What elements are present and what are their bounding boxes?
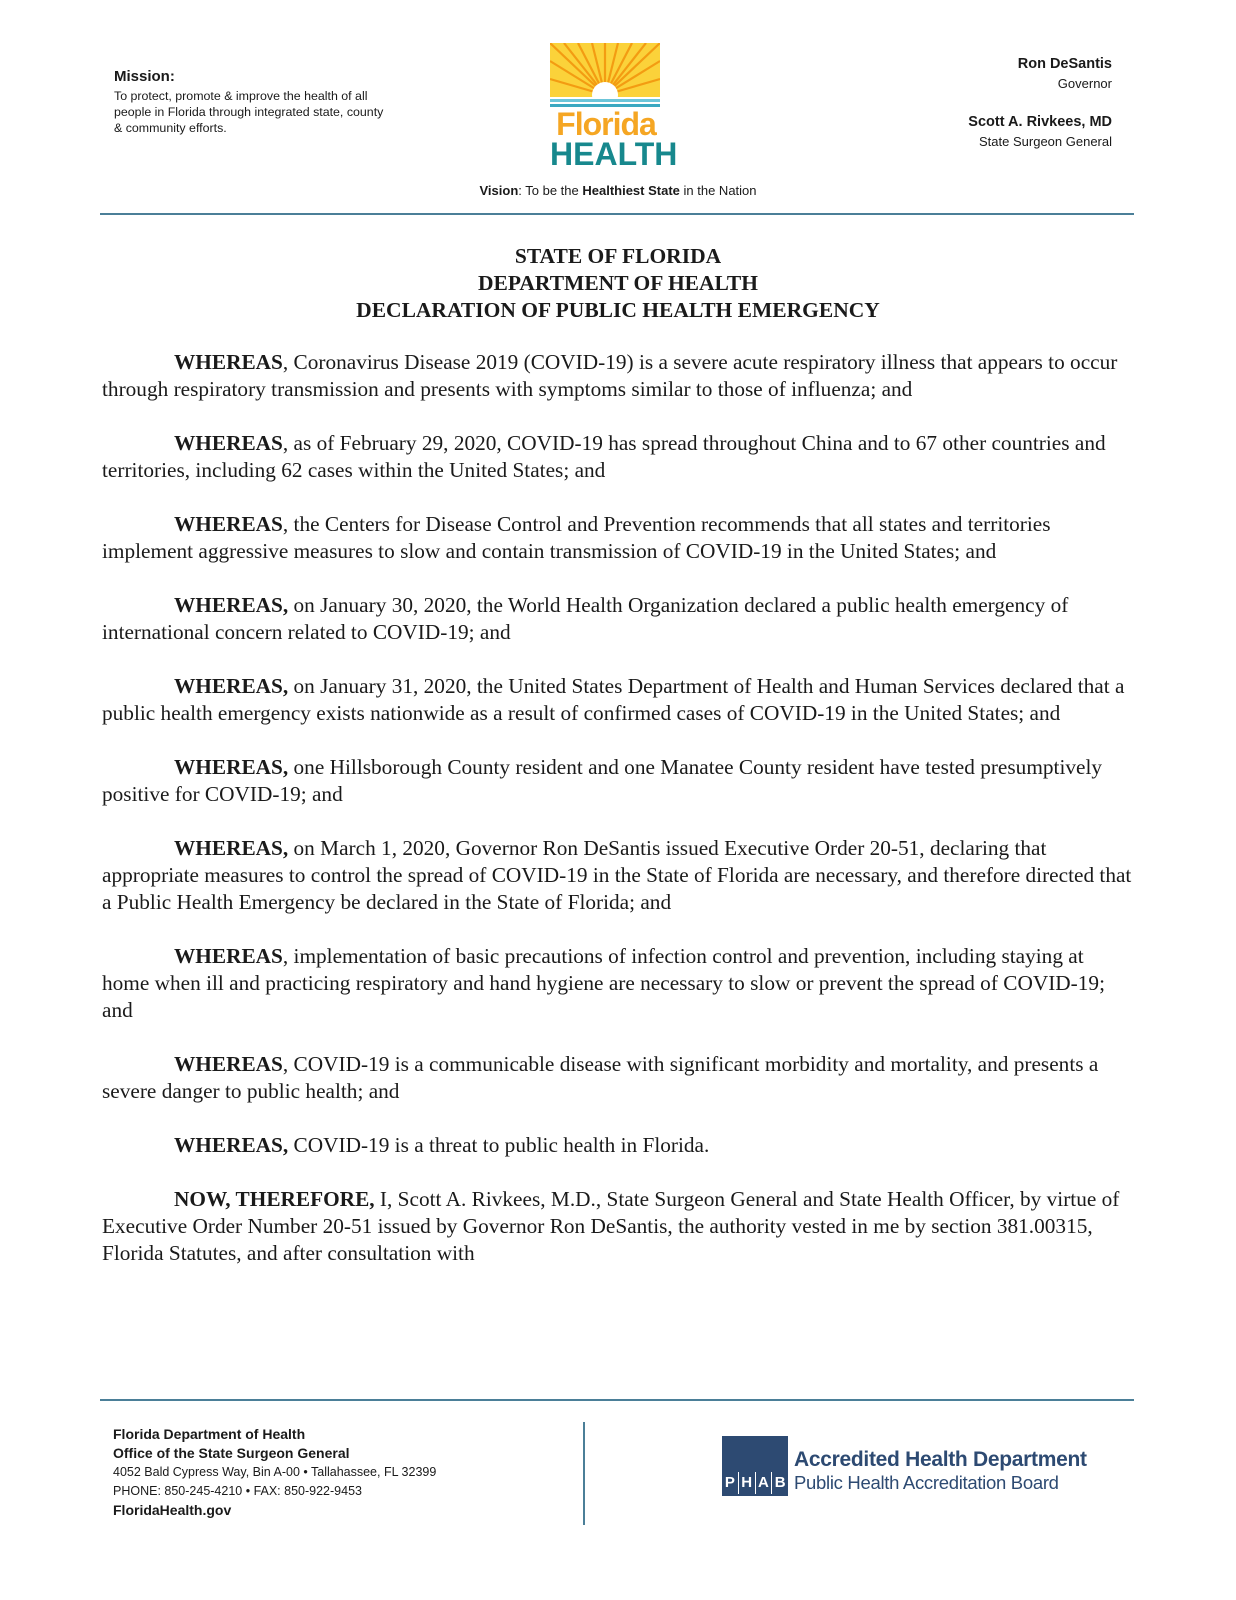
- paragraph-lead: WHEREAS,: [174, 836, 289, 860]
- title-line-2: DEPARTMENT OF HEALTH: [478, 271, 758, 295]
- governor-title: Governor: [1057, 76, 1112, 91]
- paragraph-text: on March 1, 2020, Governor Ron DeSantis issued Executive Order 20-51, declaring that appropriate measures to control the spread of COVID-19 in the State of Florida are necessary, and therefore directed that a Public Health Emergency be declared in the State of Florida; and: [102, 836, 1132, 914]
- sun-icon: [550, 43, 660, 111]
- paragraph-text: , the Centers for Disease Control and Prevention recommends that all states and territories implement aggressive measures to slow and contain transmission of COVID-19 in the United States; and: [102, 512, 1051, 563]
- paragraph-lead: WHEREAS,: [174, 593, 289, 617]
- paragraph: [102, 673, 1132, 727]
- paragraph: [102, 1132, 1132, 1159]
- paragraph-lead: WHEREAS,: [174, 674, 289, 698]
- paragraph-lead: NOW, THEREFORE,: [174, 1187, 375, 1211]
- document-title: [0, 243, 1236, 324]
- paragraph: [102, 430, 1132, 484]
- header-divider: [100, 213, 1134, 215]
- paragraph: [102, 943, 1132, 1024]
- surgeon-general-name: Scott A. Rivkees, MD: [968, 114, 1112, 130]
- phab-line-2: Public Health Accreditation Board: [794, 1472, 1059, 1493]
- paragraph-text: , implementation of basic precautions of infection control and prevention, including staying at home when ill and practicing respiratory and hand hygiene are necessary to slow or prevent the spread of COVID-19; and: [102, 944, 1105, 1022]
- paragraph: [102, 349, 1132, 403]
- phab-letters: [722, 1472, 788, 1494]
- paragraph-text: I, Scott A. Rivkees, M.D., State Surgeon General and State Health Officer, by virtue of Executive Order Number 20-51 issued by Governor Ron DeSantis, the authority vested in me by section 381.00315, Florida Statutes, and after consultation with: [102, 1187, 1120, 1265]
- mission-title: Mission:: [114, 68, 175, 85]
- paragraph-lead: WHEREAS,: [174, 1133, 289, 1157]
- phab-letter: A: [755, 1472, 772, 1494]
- vision-pre: : To be the: [518, 183, 583, 198]
- paragraph-lead: WHEREAS: [174, 512, 283, 536]
- paragraph-lead: WHEREAS: [174, 1052, 283, 1076]
- footer-website: FloridaHealth.gov: [113, 1502, 232, 1518]
- surgeon-general-title: State Surgeon General: [979, 134, 1112, 149]
- logo-word-health: HEALTH: [550, 136, 678, 172]
- paragraph-text: on January 30, 2020, the World Health Organization declared a public health emergency of international concern related to COVID-19; and: [102, 593, 1069, 644]
- phab-letter: B: [771, 1472, 788, 1494]
- mission-text: To protect, promote & improve the health of all people in Florida through integrated state, county & community efforts.: [114, 89, 384, 135]
- footer-divider-line: [100, 1399, 1134, 1401]
- paragraph: [102, 592, 1132, 646]
- footer-phone: PHONE: 850-245-4210 • FAX: 850-922-9453: [113, 1484, 362, 1498]
- footer-office: Office of the State Surgeon General: [113, 1445, 350, 1461]
- footer-address: 4052 Bald Cypress Way, Bin A-00 • Tallahassee, FL 32399: [113, 1465, 437, 1479]
- vision-post: in the Nation: [679, 183, 757, 198]
- phab-logo: [722, 1436, 1142, 1496]
- title-line-1: STATE OF FLORIDA: [514, 244, 722, 268]
- mission-block: [114, 68, 384, 136]
- paragraph-text: COVID-19 is a threat to public health in Florida.: [288, 1133, 710, 1157]
- paragraph-lead: WHEREAS: [174, 350, 283, 374]
- vision-statement: [0, 183, 1236, 198]
- vision-label: Vision: [479, 183, 519, 198]
- footer-org: Florida Department of Health: [113, 1426, 306, 1442]
- paragraph-lead: WHEREAS: [174, 431, 283, 455]
- officials-block: [968, 56, 1112, 149]
- governor-name: Ron DeSantis: [1017, 56, 1112, 72]
- paragraph-text: on January 31, 2020, the United States Department of Health and Human Services declared that a public health emergency exists nationwide as a result of confirmed cases of COVID-19 in the United States; and: [102, 674, 1125, 725]
- paragraph-text: , COVID-19 is a communicable disease with significant morbidity and mortality, and presents a severe danger to public health; and: [102, 1052, 1099, 1103]
- document-body: [102, 349, 1132, 1294]
- paragraph-lead: WHEREAS: [174, 944, 283, 968]
- paragraph: [102, 1186, 1132, 1267]
- paragraph: [102, 754, 1132, 808]
- paragraph-text: one Hillsborough County resident and one Manatee County resident have tested presumptively positive for COVID-19; and: [102, 755, 1103, 806]
- phab-letter: P: [724, 1474, 735, 1491]
- paragraph-text: , Coronavirus Disease 2019 (COVID-19) is a severe acute respiratory illness that appears to occur through respiratory transmission and presents with symptoms similar to those of influenza; and: [102, 350, 1118, 401]
- title-line-3: DECLARATION OF PUBLIC HEALTH EMERGENCY: [356, 298, 880, 322]
- paragraph-text: , as of February 29, 2020, COVID-19 has spread throughout China and to 67 other countries and territories, including 62 cases within the United States; and: [102, 431, 1106, 482]
- paragraph: [102, 511, 1132, 565]
- phab-line-1: Accredited Health Department: [794, 1448, 1087, 1471]
- florida-health-logo: [550, 43, 678, 172]
- paragraph: [102, 835, 1132, 916]
- footer-contact: [113, 1425, 436, 1520]
- phab-letter: H: [738, 1472, 755, 1494]
- paragraph-lead: WHEREAS,: [174, 755, 289, 779]
- footer-vertical-divider: [583, 1422, 585, 1525]
- paragraph: [102, 1051, 1132, 1105]
- logo-word-florida: Florida: [556, 106, 656, 142]
- vision-bold: Healthiest State: [582, 183, 680, 198]
